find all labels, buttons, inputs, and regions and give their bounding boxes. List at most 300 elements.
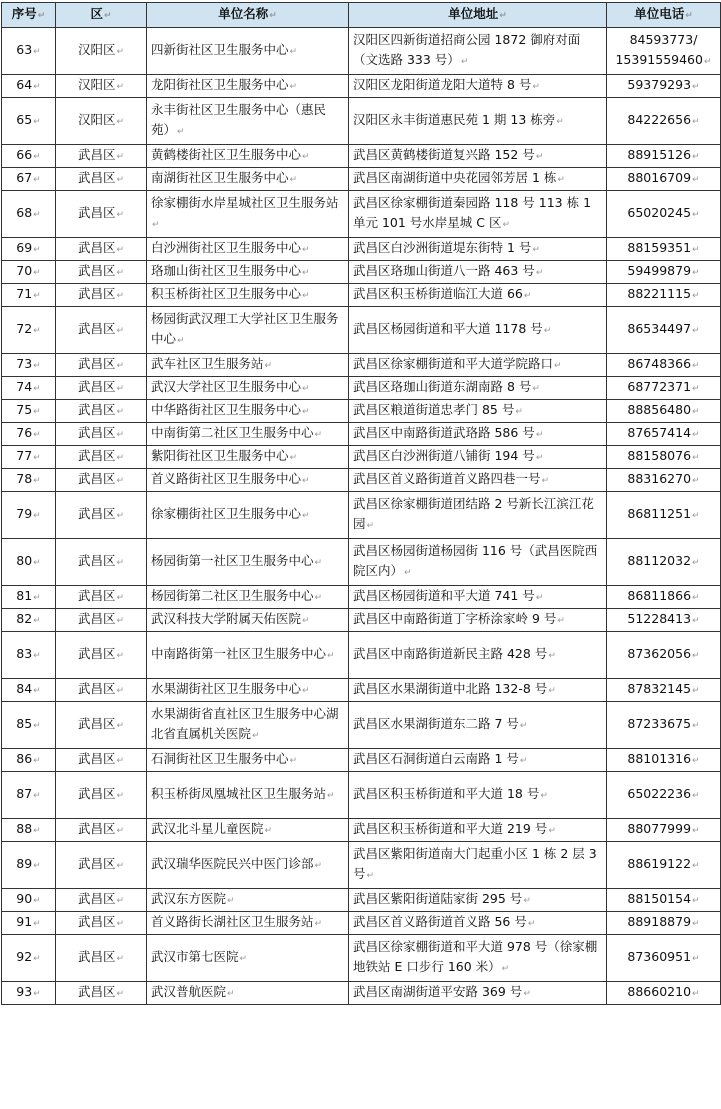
cell-address: 武昌区杨园街道和平大道 741 号↵ — [349, 586, 607, 609]
cell-no: 81↵ — [2, 586, 56, 609]
cell-phone: 88101316↵ — [607, 749, 721, 772]
table-row — [2, 749, 721, 772]
cell-no: 74↵ — [2, 377, 56, 400]
cell-district-text: 武昌区 — [77, 891, 116, 906]
cell-no: 64↵ — [2, 75, 56, 98]
cell-name: 永丰街社区卫生服务中心（惠民苑）↵ — [147, 98, 349, 145]
cell-district: 武昌区↵ — [56, 982, 147, 1005]
cell-district: 武昌区↵ — [56, 145, 147, 168]
cell-name-text: 中华路街社区卫生服务中心 — [151, 402, 302, 417]
cell-address: 武昌区南湖街道中央花园邻芳居 1 栋↵ — [349, 168, 607, 191]
cell-phone: 88159351↵ — [607, 238, 721, 261]
cell-address: 武昌区白沙洲街道堤东街特 1 号↵ — [349, 238, 607, 261]
cell-phone: 88619122↵ — [607, 842, 721, 889]
cell-no-text: 89 — [16, 856, 33, 871]
cell-address-text: 武昌区积玉桥街道临江大道 66 — [353, 286, 523, 301]
cell-address: 武昌区积玉桥街道和平大道 219 号↵ — [349, 819, 607, 842]
cell-district-text: 武昌区 — [77, 553, 116, 568]
cell-district-text: 武昌区 — [77, 751, 116, 766]
cell-no-text: 81 — [16, 588, 33, 603]
cell-district: 武昌区↵ — [56, 492, 147, 539]
cell-no-text: 84 — [16, 681, 33, 696]
cell-name: 中华路街社区卫生服务中心↵ — [147, 400, 349, 423]
table-row — [2, 354, 721, 377]
cell-address-text: 汉阳区龙阳街道龙阳大道特 8 号 — [353, 77, 532, 92]
cell-phone: 51228413↵ — [607, 609, 721, 632]
cell-no: 73↵ — [2, 354, 56, 377]
cell-address: 武昌区中南路街道武珞路 586 号↵ — [349, 423, 607, 446]
clinic-table — [1, 2, 721, 1005]
cell-phone: 87657414↵ — [607, 423, 721, 446]
table-row — [2, 284, 721, 307]
cell-name-text: 首义路街长湖社区卫生服务站 — [151, 914, 314, 929]
cell-address: 武昌区徐家棚街道团结路 2 号新长江滨江花园↵ — [349, 492, 607, 539]
cell-address: 武昌区紫阳街道南大门起重小区 1 栋 2 层 3 号↵ — [349, 842, 607, 889]
cell-name-text: 武汉大学社区卫生服务中心 — [151, 379, 302, 394]
cell-name-text: 四新街社区卫生服务中心 — [151, 42, 289, 57]
cell-address: 武昌区徐家棚街道秦园路 118 号 113 栋 1 单元 101 号水岸星城 C 区↵ — [349, 191, 607, 238]
cell-address: 武昌区黄鹤楼街道复兴路 152 号↵ — [349, 145, 607, 168]
cell-no-text: 74 — [16, 379, 33, 394]
cell-name-text: 积玉桥街凤凰城社区卫生服务站 — [151, 786, 327, 801]
cell-no: 70↵ — [2, 261, 56, 284]
cell-name-text: 首义路街社区卫生服务中心 — [151, 471, 302, 486]
cell-address-text: 武昌区白沙洲街道八铺街 194 号 — [353, 448, 535, 463]
cell-address-text: 武昌区南湖街道中央花园邻芳居 1 栋 — [353, 170, 557, 185]
cell-phone-text: 86811251 — [627, 506, 692, 521]
cell-phone-text: 88221115 — [627, 286, 692, 301]
cell-name: 徐家棚街社区卫生服务中心↵ — [147, 492, 349, 539]
cell-name: 水果湖街社区卫生服务中心↵ — [147, 679, 349, 702]
cell-address: 武昌区水果湖街道中北路 132-8 号↵ — [349, 679, 607, 702]
cell-district-text: 武昌区 — [77, 240, 116, 255]
cell-address: 武昌区中南路街道丁字桥涂家岭 9 号↵ — [349, 609, 607, 632]
cell-name: 水果湖街省直社区卫生服务中心湖北省直属机关医院↵ — [147, 702, 349, 749]
table-row — [2, 492, 721, 539]
cell-name-text: 龙阳街社区卫生服务中心 — [151, 77, 289, 92]
cell-address-text: 武昌区中南路街道丁字桥涂家岭 9 号 — [353, 611, 557, 626]
cell-name: 石洞街社区卫生服务中心↵ — [147, 749, 349, 772]
cell-no-text: 78 — [16, 471, 33, 486]
cell-no: 87↵ — [2, 772, 56, 819]
table-row — [2, 423, 721, 446]
cell-phone-text: 88660210 — [627, 984, 692, 999]
cell-phone-text: 87362056 — [627, 646, 692, 661]
cell-name: 武汉东方医院↵ — [147, 889, 349, 912]
cell-address: 武昌区水果湖街道东二路 7 号↵ — [349, 702, 607, 749]
cell-district-text: 武昌区 — [77, 984, 116, 999]
cell-phone-text: 84222656 — [627, 112, 692, 127]
cell-phone: 87233675↵ — [607, 702, 721, 749]
cell-phone-text: 87233675 — [627, 716, 692, 731]
cell-address: 武昌区珞珈山街道东湖南路 8 号↵ — [349, 377, 607, 400]
cell-no-text: 80 — [16, 553, 33, 568]
table-row — [2, 168, 721, 191]
cell-phone-text: 87360951 — [627, 949, 692, 964]
cell-district-text: 武昌区 — [77, 425, 116, 440]
cell-name: 武汉大学社区卫生服务中心↵ — [147, 377, 349, 400]
cell-district-text: 武昌区 — [77, 286, 116, 301]
cell-district: 武昌区↵ — [56, 423, 147, 446]
cell-no-text: 73 — [16, 356, 33, 371]
cell-name-text: 黄鹤楼街社区卫生服务中心 — [151, 147, 302, 162]
cell-name-text: 水果湖街社区卫生服务中心 — [151, 681, 302, 696]
header-district: 区↵ — [56, 3, 147, 28]
cell-no: 84↵ — [2, 679, 56, 702]
cell-district-text: 武昌区 — [77, 170, 116, 185]
table-row — [2, 469, 721, 492]
cell-phone: 88660210↵ — [607, 982, 721, 1005]
cell-district-text: 武昌区 — [77, 471, 116, 486]
cell-address-text: 武昌区首义路街道首义路 56 号 — [353, 914, 527, 929]
cell-no: 65↵ — [2, 98, 56, 145]
cell-no: 86↵ — [2, 749, 56, 772]
cell-name-text: 中南路街第一社区卫生服务中心 — [151, 646, 327, 661]
cell-address: 武昌区杨园街道杨园街 116 号（武昌医院西院区内）↵ — [349, 539, 607, 586]
cell-address-text: 武昌区徐家棚街道秦园路 118 号 113 栋 1 单元 101 号水岸星城 C 区 — [353, 195, 592, 230]
cell-district: 武昌区↵ — [56, 307, 147, 354]
cell-address-text: 武昌区粮道街道忠孝门 85 号 — [353, 402, 515, 417]
cell-address: 武昌区徐家棚街道和平大道 978 号（徐家棚地铁站 E 口步行 160 米）↵ — [349, 935, 607, 982]
table-row — [2, 75, 721, 98]
cell-phone-text: 88915126 — [627, 147, 692, 162]
cell-phone: 88856480↵ — [607, 400, 721, 423]
cell-name-text: 徐家棚街社区卫生服务中心 — [151, 506, 302, 521]
cell-no-text: 92 — [16, 949, 33, 964]
cell-no: 76↵ — [2, 423, 56, 446]
cell-name: 杨园街第一社区卫生服务中心↵ — [147, 539, 349, 586]
cell-no: 90↵ — [2, 889, 56, 912]
cell-address-text: 武昌区杨园街道和平大道 1178 号 — [353, 321, 543, 336]
cell-name-text: 武汉东方医院 — [151, 891, 227, 906]
cell-name: 武汉北斗星儿童医院↵ — [147, 819, 349, 842]
cell-address-text: 汉阳区四新街道招商公园 1872 御府对面（文选路 333 号） — [353, 32, 581, 67]
cell-name: 武汉普航医院↵ — [147, 982, 349, 1005]
cell-address-text: 武昌区中南路街道新民主路 428 号 — [353, 646, 548, 661]
cell-phone: 65022236↵ — [607, 772, 721, 819]
cell-phone: 88918879↵ — [607, 912, 721, 935]
cell-phone: 87362056↵ — [607, 632, 721, 679]
cell-phone: 88915126↵ — [607, 145, 721, 168]
cell-district: 汉阳区↵ — [56, 28, 147, 75]
cell-name-text: 珞珈山街社区卫生服务中心 — [151, 263, 302, 278]
cell-phone: 68772371↵ — [607, 377, 721, 400]
cell-address: 武昌区珞珈山街道八一路 463 号↵ — [349, 261, 607, 284]
cell-phone-text: 59499879 — [627, 263, 692, 278]
cell-address: 武昌区南湖街道平安路 369 号↵ — [349, 982, 607, 1005]
cell-phone-text: 88856480 — [627, 402, 692, 417]
table-row — [2, 912, 721, 935]
cell-phone-text: 88112032 — [627, 553, 692, 568]
cell-name-text: 杨园街武汉理工大学社区卫生服务中心 — [151, 311, 339, 346]
cell-address: 武昌区粮道街道忠孝门 85 号↵ — [349, 400, 607, 423]
cell-phone: 86811251↵ — [607, 492, 721, 539]
cell-phone-text: 88918879 — [627, 914, 692, 929]
table-row — [2, 145, 721, 168]
cell-address-text: 汉阳区永丰街道惠民苑 1 期 13 栋旁 — [353, 112, 556, 127]
cell-district-text: 武昌区 — [77, 949, 116, 964]
cell-name-text: 杨园街第一社区卫生服务中心 — [151, 553, 314, 568]
cell-district: 武昌区↵ — [56, 469, 147, 492]
cell-name-text: 徐家棚街水岸星城社区卫生服务站 — [151, 195, 339, 210]
cell-district-text: 武昌区 — [77, 356, 116, 371]
table-row — [2, 238, 721, 261]
cell-phone-text: 86811866 — [627, 588, 692, 603]
cell-district-text: 武昌区 — [77, 147, 116, 162]
cell-district-text: 武昌区 — [77, 681, 116, 696]
cell-no-text: 91 — [16, 914, 33, 929]
cell-no-text: 68 — [16, 205, 33, 220]
cell-phone-text: 68772371 — [627, 379, 692, 394]
cell-phone: 88316270↵ — [607, 469, 721, 492]
cell-no-text: 90 — [16, 891, 33, 906]
cell-address: 武昌区积玉桥街道和平大道 18 号↵ — [349, 772, 607, 819]
table-row — [2, 446, 721, 469]
cell-district: 武昌区↵ — [56, 238, 147, 261]
table-row — [2, 400, 721, 423]
header-no: 序号↵ — [2, 3, 56, 28]
cell-no-text: 76 — [16, 425, 33, 440]
cell-no-text: 77 — [16, 448, 33, 463]
cell-no: 71↵ — [2, 284, 56, 307]
cell-phone-text: 59379293 — [627, 77, 692, 92]
cell-address-text: 武昌区紫阳街道陆家街 295 号 — [353, 891, 523, 906]
cell-name-text: 中南街第二社区卫生服务中心 — [151, 425, 314, 440]
cell-address-text: 武昌区积玉桥街道和平大道 18 号 — [353, 786, 540, 801]
table-row — [2, 28, 721, 75]
cell-district: 汉阳区↵ — [56, 98, 147, 145]
cell-address-text: 武昌区南湖街道平安路 369 号 — [353, 984, 523, 999]
cell-name: 武汉瑞华医院民兴中医门诊部↵ — [147, 842, 349, 889]
cell-district-text: 汉阳区 — [77, 42, 116, 57]
cell-phone: 88221115↵ — [607, 284, 721, 307]
cell-phone: 86534497↵ — [607, 307, 721, 354]
table-row — [2, 889, 721, 912]
cell-no-text: 83 — [16, 646, 33, 661]
cell-name-text: 武汉北斗星儿童医院 — [151, 821, 264, 836]
cell-district: 武昌区↵ — [56, 772, 147, 819]
cell-no: 72↵ — [2, 307, 56, 354]
cell-name: 珞珈山街社区卫生服务中心↵ — [147, 261, 349, 284]
cell-district: 武昌区↵ — [56, 912, 147, 935]
cell-no: 66↵ — [2, 145, 56, 168]
header-name: 单位名称↵ — [147, 3, 349, 28]
cell-phone-text: 51228413 — [627, 611, 692, 626]
cell-no-text: 93 — [16, 984, 33, 999]
cell-district-text: 汉阳区 — [77, 77, 116, 92]
cell-name-text: 紫阳街社区卫生服务中心 — [151, 448, 289, 463]
cell-phone: 88112032↵ — [607, 539, 721, 586]
cell-address-text: 武昌区杨园街道杨园街 116 号（武昌医院西院区内） — [353, 543, 598, 578]
cell-name-text: 武汉瑞华医院民兴中医门诊部 — [151, 856, 314, 871]
cell-no-text: 86 — [16, 751, 33, 766]
table-row — [2, 679, 721, 702]
cell-district-text: 武昌区 — [77, 402, 116, 417]
cell-district: 武昌区↵ — [56, 702, 147, 749]
cell-no: 93↵ — [2, 982, 56, 1005]
cell-district-text: 武昌区 — [77, 321, 116, 336]
cell-phone-text: 88159351 — [627, 240, 692, 255]
cell-district-text: 汉阳区 — [77, 112, 116, 127]
cell-no-text: 72 — [16, 321, 33, 336]
table-row — [2, 609, 721, 632]
cell-no: 89↵ — [2, 842, 56, 889]
cell-no-text: 82 — [16, 611, 33, 626]
cell-phone: 84593773/ 15391559460↵ — [607, 28, 721, 75]
cell-name: 积玉桥街凤凰城社区卫生服务站↵ — [147, 772, 349, 819]
cell-name-text: 永丰街社区卫生服务中心（惠民苑） — [151, 102, 327, 137]
cell-no: 85↵ — [2, 702, 56, 749]
cell-phone-text: 87657414 — [627, 425, 692, 440]
cell-no-text: 67 — [16, 170, 33, 185]
cell-phone: 65020245↵ — [607, 191, 721, 238]
cell-no-text: 79 — [16, 506, 33, 521]
cell-district-text: 武昌区 — [77, 856, 116, 871]
cell-no: 92↵ — [2, 935, 56, 982]
cell-district: 武昌区↵ — [56, 284, 147, 307]
cell-address-text: 武昌区珞珈山街道东湖南路 8 号 — [353, 379, 532, 394]
cell-address-text: 武昌区徐家棚街道和平大道 978 号（徐家棚地铁站 E 口步行 160 米） — [353, 939, 598, 974]
header-row — [2, 3, 721, 28]
cell-name: 首义路街社区卫生服务中心↵ — [147, 469, 349, 492]
cell-name-text: 白沙洲街社区卫生服务中心 — [151, 240, 302, 255]
cell-phone-text: 87832145 — [627, 681, 692, 696]
cell-name: 杨园街武汉理工大学社区卫生服务中心↵ — [147, 307, 349, 354]
cell-district-text: 武昌区 — [77, 588, 116, 603]
cell-name: 四新街社区卫生服务中心↵ — [147, 28, 349, 75]
cell-no: 80↵ — [2, 539, 56, 586]
cell-no-text: 87 — [16, 786, 33, 801]
table-row — [2, 702, 721, 749]
cell-district: 武昌区↵ — [56, 842, 147, 889]
table-row — [2, 377, 721, 400]
cell-name-text: 武车社区卫生服务站 — [151, 356, 264, 371]
table-body — [2, 28, 721, 1005]
cell-name: 白沙洲街社区卫生服务中心↵ — [147, 238, 349, 261]
cell-address-text: 武昌区杨园街道和平大道 741 号 — [353, 588, 535, 603]
cell-address: 武昌区中南路街道新民主路 428 号↵ — [349, 632, 607, 679]
cell-no: 75↵ — [2, 400, 56, 423]
cell-district-text: 武昌区 — [77, 379, 116, 394]
cell-district: 武昌区↵ — [56, 168, 147, 191]
cell-no: 63↵ — [2, 28, 56, 75]
cell-no-text: 64 — [16, 77, 33, 92]
cell-no: 88↵ — [2, 819, 56, 842]
cell-address-text: 武昌区水果湖街道中北路 132-8 号 — [353, 681, 548, 696]
cell-district-text: 武昌区 — [77, 821, 116, 836]
cell-no-text: 70 — [16, 263, 33, 278]
cell-address: 汉阳区永丰街道惠民苑 1 期 13 栋旁↵ — [349, 98, 607, 145]
cell-district-text: 武昌区 — [77, 611, 116, 626]
table-row — [2, 586, 721, 609]
cell-no: 69↵ — [2, 238, 56, 261]
cell-district: 武昌区↵ — [56, 749, 147, 772]
cell-phone-text: 88316270 — [627, 471, 692, 486]
cell-address: 武昌区杨园街道和平大道 1178 号↵ — [349, 307, 607, 354]
cell-phone-text: 88101316 — [627, 751, 692, 766]
cell-phone: 59499879↵ — [607, 261, 721, 284]
cell-district: 武昌区↵ — [56, 632, 147, 679]
cell-phone-text: 86748366 — [627, 356, 692, 371]
cell-address: 武昌区石洞街道白云南路 1 号↵ — [349, 749, 607, 772]
cell-address-text: 武昌区积玉桥街道和平大道 219 号 — [353, 821, 548, 836]
cell-district: 武昌区↵ — [56, 889, 147, 912]
cell-district-text: 武昌区 — [77, 506, 116, 521]
cell-name: 积玉桥街社区卫生服务中心↵ — [147, 284, 349, 307]
cell-address-text: 武昌区黄鹤楼街道复兴路 152 号 — [353, 147, 535, 162]
cell-district: 武昌区↵ — [56, 679, 147, 702]
table-row — [2, 261, 721, 284]
cell-no-text: 69 — [16, 240, 33, 255]
cell-district-text: 武昌区 — [77, 205, 116, 220]
cell-name-text: 武汉普航医院 — [151, 984, 227, 999]
table-row — [2, 772, 721, 819]
cell-phone-text: 86534497 — [627, 321, 692, 336]
cell-no: 78↵ — [2, 469, 56, 492]
cell-district-text: 武昌区 — [77, 914, 116, 929]
cell-phone: 86748366↵ — [607, 354, 721, 377]
cell-phone: 88016709↵ — [607, 168, 721, 191]
table-row — [2, 539, 721, 586]
cell-address: 武昌区紫阳街道陆家街 295 号↵ — [349, 889, 607, 912]
cell-no: 67↵ — [2, 168, 56, 191]
cell-phone: 84222656↵ — [607, 98, 721, 145]
cell-phone: 87360951↵ — [607, 935, 721, 982]
table-row — [2, 982, 721, 1005]
cell-phone-text: 88077999 — [627, 821, 692, 836]
cell-phone: 88158076↵ — [607, 446, 721, 469]
header-address: 单位地址↵ — [349, 3, 607, 28]
cell-name: 武汉科技大学附属天佑医院↵ — [147, 609, 349, 632]
table-row — [2, 191, 721, 238]
cell-no: 77↵ — [2, 446, 56, 469]
cell-phone-text: 88158076 — [627, 448, 692, 463]
cell-name-text: 石洞街社区卫生服务中心 — [151, 751, 289, 766]
cell-address-text: 武昌区徐家棚街道和平大道学院路口 — [353, 356, 554, 371]
cell-phone-text: 88150154 — [627, 891, 692, 906]
cell-no-text: 88 — [16, 821, 33, 836]
cell-district: 武昌区↵ — [56, 400, 147, 423]
cell-address-text: 武昌区首义路街道首义路四巷一号 — [353, 471, 541, 486]
cell-name: 黄鹤楼街社区卫生服务中心↵ — [147, 145, 349, 168]
cell-phone-text: 84593773/ 15391559460 — [615, 32, 703, 67]
cell-district: 武昌区↵ — [56, 261, 147, 284]
cell-district: 武昌区↵ — [56, 539, 147, 586]
cell-name: 南湖街社区卫生服务中心↵ — [147, 168, 349, 191]
cell-name-text: 武汉科技大学附属天佑医院 — [151, 611, 302, 626]
table-row — [2, 842, 721, 889]
cell-no: 79↵ — [2, 492, 56, 539]
cell-address: 武昌区首义路街道首义路四巷一号↵ — [349, 469, 607, 492]
cell-address-text: 武昌区徐家棚街道团结路 2 号新长江滨江花园 — [353, 496, 594, 531]
cell-name: 武车社区卫生服务站↵ — [147, 354, 349, 377]
cell-district-text: 武昌区 — [77, 716, 116, 731]
cell-address: 汉阳区龙阳街道龙阳大道特 8 号↵ — [349, 75, 607, 98]
cell-phone-text: 65020245 — [627, 205, 692, 220]
cell-phone-text: 88016709 — [627, 170, 692, 185]
cell-address-text: 武昌区石洞街道白云南路 1 号 — [353, 751, 519, 766]
cell-no-text: 75 — [16, 402, 33, 417]
cell-address: 武昌区积玉桥街道临江大道 66↵ — [349, 284, 607, 307]
cell-address: 武昌区徐家棚街道和平大道学院路口↵ — [349, 354, 607, 377]
cell-district: 武昌区↵ — [56, 446, 147, 469]
cell-district: 武昌区↵ — [56, 935, 147, 982]
table-row — [2, 98, 721, 145]
cell-name: 徐家棚街水岸星城社区卫生服务站↵ — [147, 191, 349, 238]
table-header — [2, 3, 721, 28]
cell-no: 83↵ — [2, 632, 56, 679]
cell-name-text: 水果湖街省直社区卫生服务中心湖北省直属机关医院 — [151, 706, 339, 741]
